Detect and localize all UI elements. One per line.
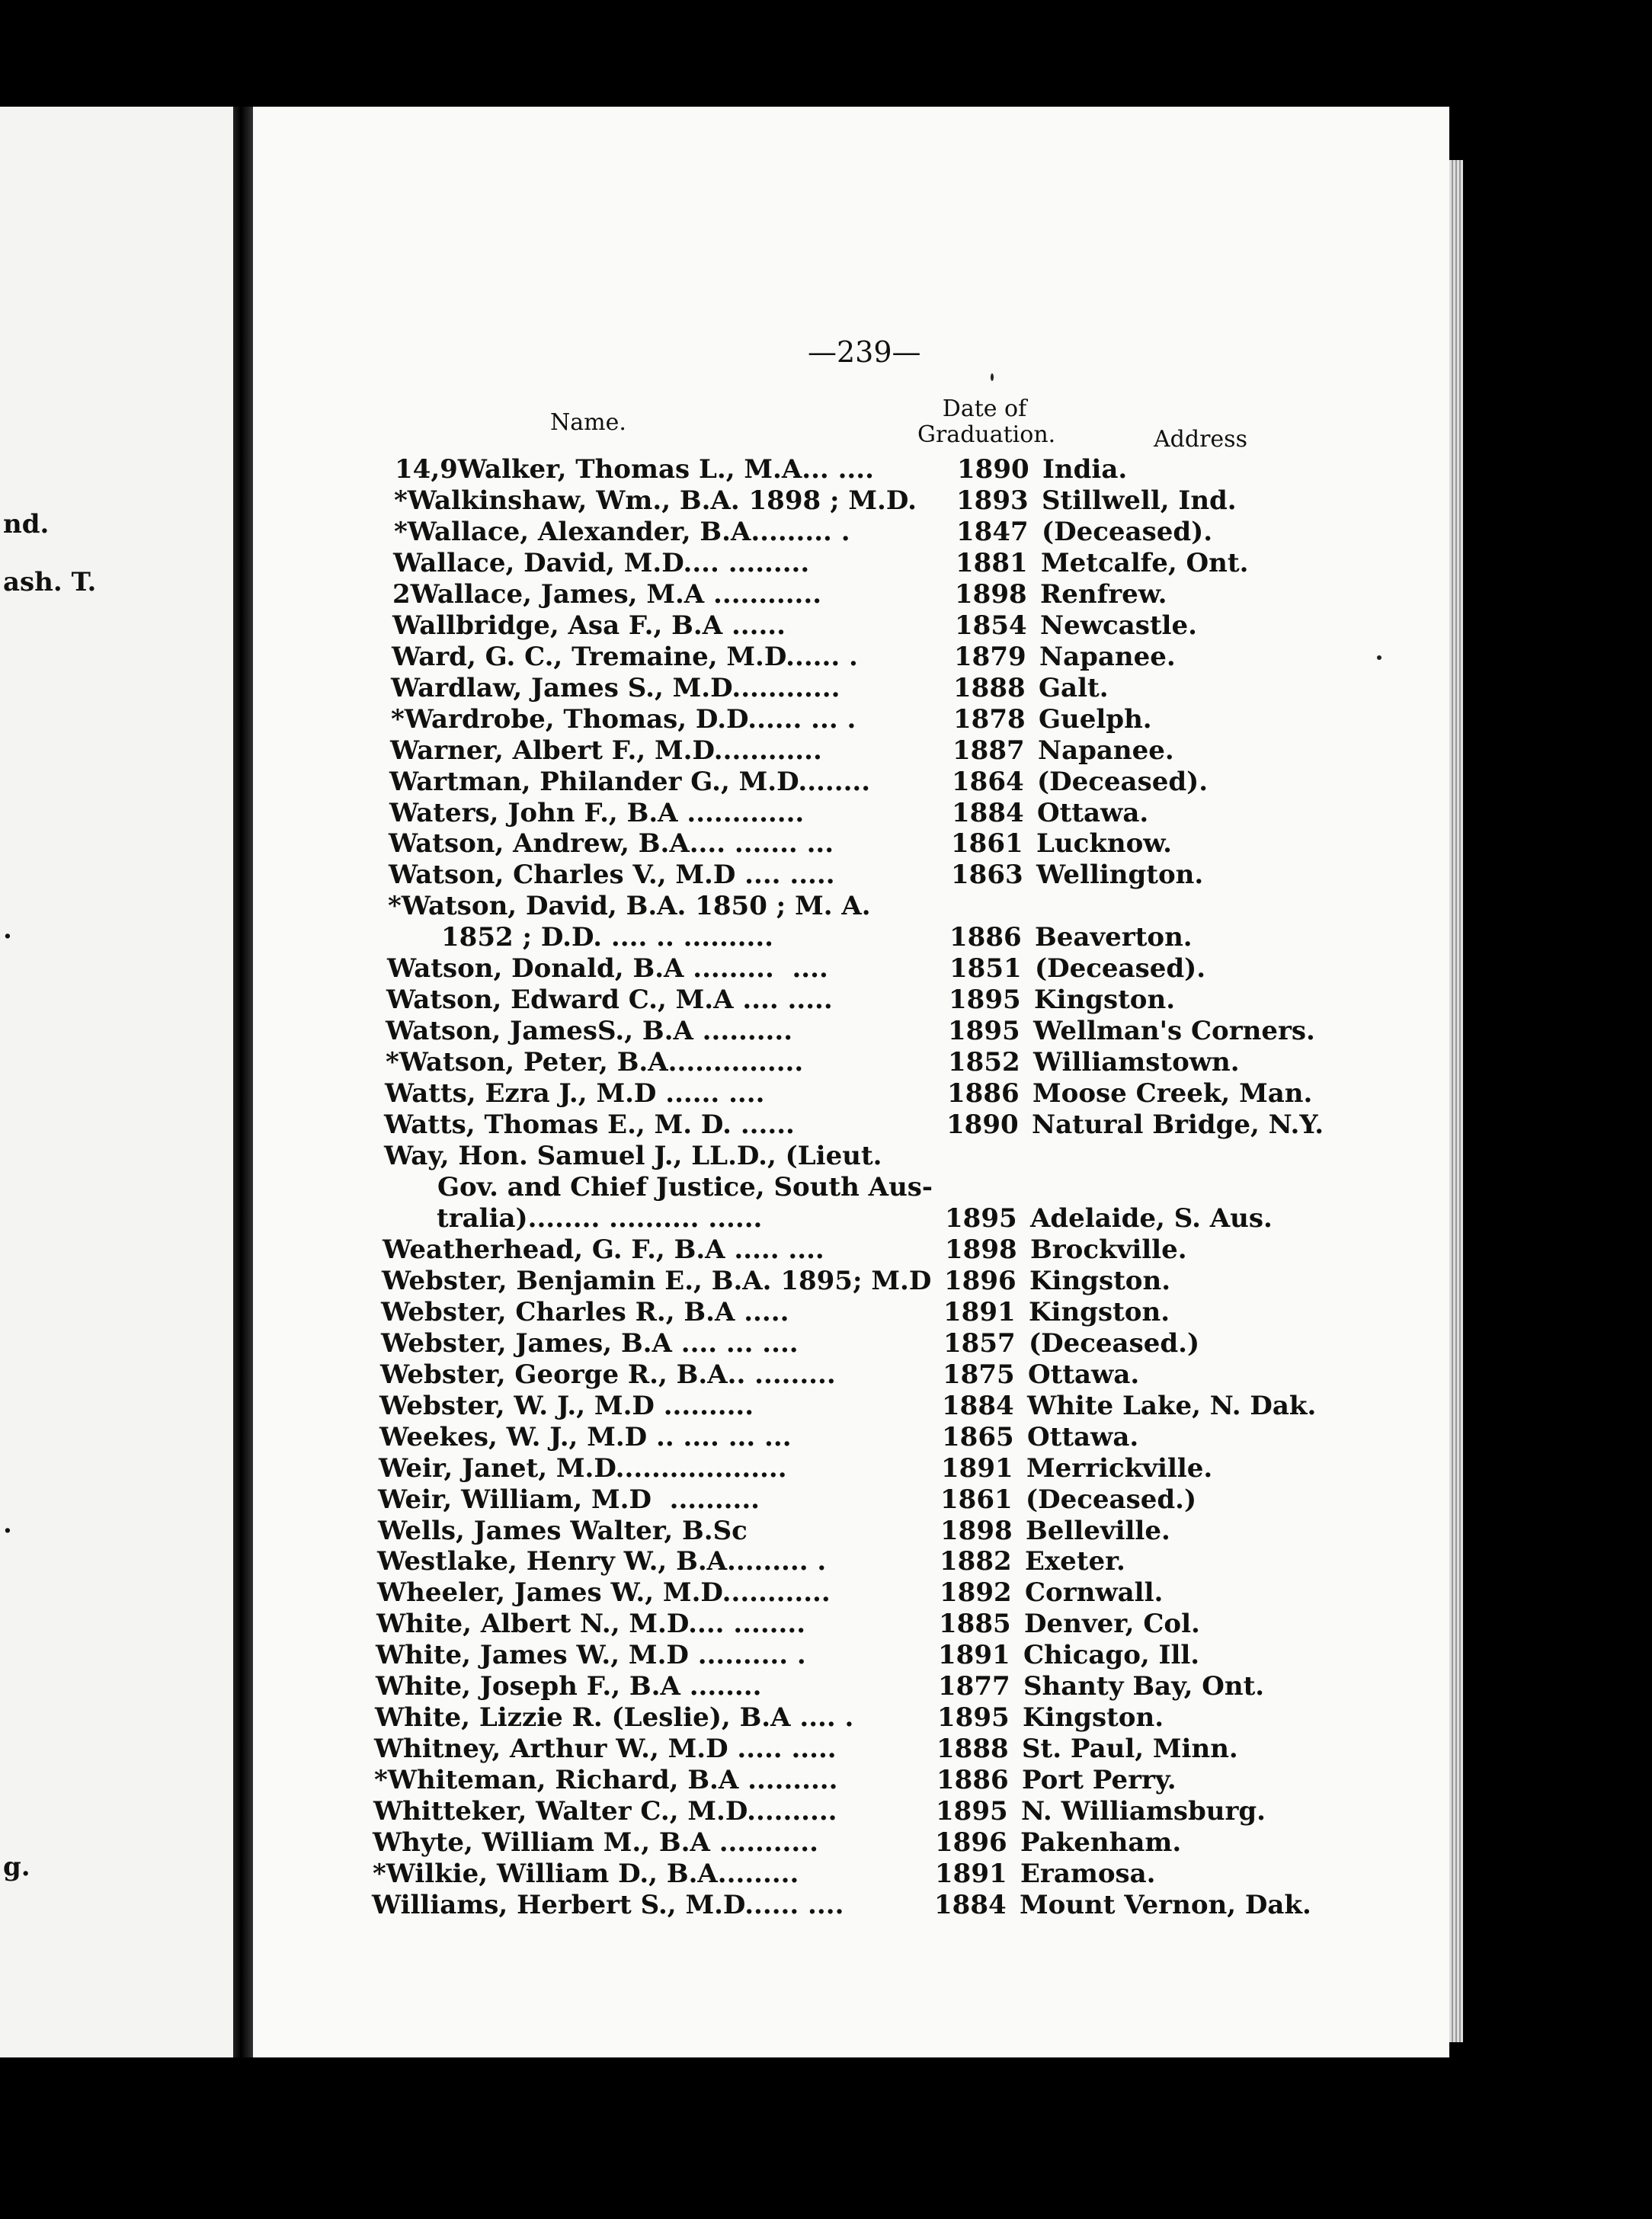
list-item — [386, 1047, 1323, 1077]
list-item — [378, 1516, 1315, 1546]
list-item — [376, 1609, 1314, 1639]
ink-speck — [1377, 655, 1381, 660]
list-item — [372, 1890, 1309, 1920]
graduate-address: Cornwall. — [1025, 1577, 1164, 1609]
column-header-address: Address — [1154, 426, 1247, 453]
graduate-address: Galt. — [1039, 672, 1109, 703]
graduate-address: Kingston. — [1023, 1702, 1164, 1734]
graduate-name: *Walkinshaw, Wm., B.A. 1898 ; M.D. — [394, 485, 917, 516]
graduate-address: Adelaide, S. Aus. — [1030, 1202, 1273, 1234]
graduate-address: (Deceased.) — [1026, 1484, 1197, 1515]
graduate-name: Wallbridge, Asa F., B.A ...... — [392, 610, 786, 641]
graduation-year: 1863 — [951, 860, 1023, 891]
graduate-name: White, Lizzie R. (Leslie), B.A .... . — [375, 1702, 854, 1734]
graduate-name: Whyte, William M., B.A ........... — [373, 1827, 818, 1859]
list-item — [395, 454, 1332, 485]
graduation-year: 1895 — [948, 1016, 1020, 1047]
graduation-year: 1887 — [952, 735, 1025, 766]
graduation-year: 1851 — [949, 953, 1022, 985]
graduation-year: 1890 — [946, 1110, 1019, 1141]
list-item — [383, 1172, 1321, 1202]
graduate-address: Brockville. — [1030, 1234, 1187, 1265]
graduation-year: 1891 — [943, 1296, 1016, 1327]
list-item — [389, 767, 1327, 797]
list-item — [384, 1110, 1324, 1141]
graduate-name: 1852 ; D.D. .... .. .......... — [387, 922, 773, 953]
graduate-name: Webster, Charles R., B.A ..... — [381, 1296, 789, 1327]
graduate-address: Lucknow. — [1036, 828, 1172, 860]
list-item — [379, 1453, 1316, 1484]
graduate-address: Eramosa. — [1020, 1859, 1156, 1890]
graduate-address: Moose Creek, Man. — [1032, 1078, 1313, 1110]
list-item — [392, 579, 1330, 610]
graduate-address: Wellman's Corners. — [1033, 1016, 1315, 1047]
graduate-address: Shanty Bay, Ont. — [1023, 1671, 1265, 1702]
graduation-year: 1879 — [954, 641, 1026, 672]
graduate-name: *Whiteman, Richard, B.A .......... — [374, 1765, 838, 1796]
graduate-name: Warner, Albert F., M.D............ — [390, 735, 822, 766]
graduate-address: Williamstown. — [1033, 1047, 1240, 1078]
graduation-year: 1891 — [935, 1859, 1007, 1890]
list-item — [373, 1859, 1310, 1889]
previous-page-fragment: ash. T. — [3, 567, 97, 597]
graduate-name: Watson, Edward C., M.A .... ..... — [386, 985, 833, 1016]
graduate-name: Watson, Charles V., M.D .... ..... — [389, 860, 835, 891]
graduate-address: Newcastle. — [1040, 610, 1197, 641]
list-item — [389, 860, 1326, 890]
graduate-name: *Watson, Peter, B.A............... — [386, 1047, 804, 1078]
list-item — [374, 1734, 1311, 1764]
graduate-address: Natural Bridge, N.Y. — [1032, 1110, 1324, 1141]
list-item — [378, 1484, 1315, 1515]
previous-page-fragment: . — [3, 914, 12, 945]
graduation-year: 1891 — [938, 1640, 1010, 1671]
ink-speck — [991, 373, 994, 381]
graduation-year: 1875 — [943, 1359, 1015, 1390]
graduation-year: 1884 — [952, 797, 1024, 828]
list-item — [373, 1796, 1311, 1827]
list-item — [394, 517, 1331, 547]
graduate-name: *Wilkie, William D., B.A......... — [373, 1859, 799, 1890]
list-item — [387, 953, 1324, 984]
list-item — [379, 1391, 1317, 1421]
graduate-name: White, Albert N., M.D.... ........ — [376, 1609, 806, 1640]
graduate-name: Gov. and Chief Justice, South Aus- — [383, 1172, 933, 1202]
graduate-address: St. Paul, Minn. — [1022, 1734, 1238, 1765]
graduate-address: Mount Vernon, Dak. — [1020, 1890, 1311, 1920]
graduate-address: India. — [1042, 454, 1128, 485]
previous-page — [0, 107, 233, 2057]
graduation-year: 1878 — [953, 703, 1026, 735]
graduation-year: 1877 — [938, 1671, 1010, 1702]
graduate-address: Exeter. — [1025, 1546, 1125, 1577]
graduate-address: Chicago, Ill. — [1023, 1640, 1200, 1671]
graduate-address: Metcalfe, Ont. — [1041, 547, 1249, 578]
graduate-name: Weatherhead, G. F., B.A ..... .... — [383, 1234, 824, 1265]
graduate-address: Belleville. — [1026, 1515, 1170, 1546]
list-item — [383, 1203, 1320, 1234]
graduate-name: Wheeler, James W., M.D............ — [377, 1577, 831, 1609]
graduate-name: *Wardrobe, Thomas, D.D...... ... . — [391, 703, 856, 735]
list-item — [375, 1702, 1312, 1733]
graduate-address: Ottawa. — [1037, 797, 1149, 828]
list-item — [386, 1016, 1323, 1046]
graduation-year: 1892 — [940, 1577, 1012, 1609]
list-item — [384, 1141, 1321, 1171]
graduate-name: Watts, Ezra J., M.D ...... .... — [385, 1078, 765, 1110]
graduate-name: 2Wallace, James, M.A ............ — [392, 578, 822, 610]
graduation-year: 1893 — [956, 485, 1029, 516]
list-item — [392, 642, 1329, 672]
graduation-year: 1847 — [956, 516, 1029, 547]
graduate-name: Westlake, Henry W., B.A......... . — [377, 1546, 827, 1577]
list-item — [389, 798, 1327, 828]
graduate-name: Waters, John F., B.A ............. — [389, 797, 805, 828]
previous-page-fragment: nd. — [3, 509, 50, 540]
graduate-address: Port Perry. — [1022, 1765, 1177, 1796]
graduate-address: Napanee. — [1038, 735, 1174, 766]
graduate-name: Way, Hon. Samuel J., LL.D., (Lieut. — [384, 1141, 882, 1172]
graduation-year: 1884 — [934, 1890, 1007, 1920]
graduate-address: Napanee. — [1039, 641, 1176, 672]
graduation-year: 1890 — [957, 454, 1029, 485]
list-item — [387, 922, 1324, 953]
graduation-year: 1881 — [956, 547, 1028, 578]
list-item — [385, 1078, 1322, 1109]
list-item — [379, 1422, 1317, 1452]
list-item — [383, 1234, 1320, 1265]
graduate-address: Stillwell, Ind. — [1042, 485, 1237, 516]
graduate-address: Beaverton. — [1035, 922, 1193, 953]
graduate-address: Renfrew. — [1040, 578, 1167, 610]
graduate-name: *Watson, David, B.A. 1850 ; M. A. — [388, 891, 871, 922]
column-header-date: Date of Graduation. — [917, 395, 1056, 448]
graduate-address: Wellington. — [1036, 860, 1204, 891]
graduate-address: N. Williamsburg. — [1021, 1796, 1266, 1827]
list-item — [377, 1577, 1314, 1608]
graduate-address: Kingston. — [1034, 985, 1176, 1016]
graduation-year: 1896 — [935, 1827, 1007, 1859]
graduate-name: Watts, Thomas E., M. D. ...... — [384, 1110, 795, 1141]
list-item — [391, 673, 1328, 703]
graduate-name: Whitteker, Walter C., M.D.......... — [373, 1796, 837, 1827]
graduate-name: Watson, JamesS., B.A .......... — [386, 1016, 793, 1047]
column-header-name: Name. — [550, 409, 626, 436]
graduate-address: Kingston. — [1029, 1265, 1171, 1296]
list-item — [390, 735, 1327, 766]
graduate-name: Webster, Benjamin E., B.A. 1895; M.D — [382, 1265, 932, 1296]
graduate-name: Watson, Donald, B.A ......... .... — [387, 953, 828, 985]
graduation-year: 1857 — [943, 1327, 1016, 1359]
graduation-year: 1864 — [952, 766, 1024, 797]
graduation-year: 1852 — [948, 1047, 1020, 1078]
graduate-address: Merrickville. — [1026, 1452, 1213, 1484]
graduate-name: Weir, Janet, M.D................... — [379, 1452, 787, 1484]
graduation-year: 1896 — [944, 1265, 1016, 1296]
list-item — [382, 1266, 1319, 1296]
graduate-address: (Deceased). — [1042, 516, 1213, 547]
graduation-year: 1886 — [949, 922, 1022, 953]
graduate-address: (Deceased). — [1037, 766, 1209, 797]
graduate-name: Williams, Herbert S., M.D...... .... — [372, 1890, 844, 1920]
graduate-address: Kingston. — [1029, 1296, 1170, 1327]
graduation-year: 1898 — [940, 1515, 1013, 1546]
graduate-name: White, James W., M.D .......... . — [376, 1640, 806, 1671]
graduation-year: 1884 — [942, 1390, 1014, 1421]
graduation-year: 1891 — [941, 1452, 1013, 1484]
list-item — [381, 1328, 1318, 1359]
graduate-name: tralia)........ .......... ...... — [383, 1202, 763, 1234]
graduate-name: Ward, G. C., Tremaine, M.D...... . — [392, 641, 858, 672]
list-item — [389, 828, 1326, 859]
list-item — [377, 1546, 1314, 1577]
graduate-address: (Deceased.) — [1029, 1327, 1200, 1359]
graduate-name: Watson, Andrew, B.A.... ....... ... — [389, 828, 834, 860]
graduation-year: 1854 — [955, 610, 1027, 641]
graduate-address: (Deceased). — [1035, 953, 1206, 985]
graduate-address: Ottawa. — [1028, 1359, 1140, 1390]
graduation-year: 1898 — [955, 578, 1027, 610]
list-item — [380, 1359, 1317, 1390]
graduation-year: 1886 — [947, 1078, 1020, 1110]
graduate-address: White Lake, N. Dak. — [1027, 1390, 1317, 1421]
list-item — [388, 891, 1325, 921]
graduate-address: Denver, Col. — [1024, 1609, 1200, 1640]
graduation-year: 1895 — [936, 1796, 1008, 1827]
graduation-year: 1888 — [953, 672, 1026, 703]
graduation-year: 1888 — [936, 1734, 1009, 1765]
graduation-year: 1886 — [936, 1765, 1009, 1796]
graduate-address: Pakenham. — [1020, 1827, 1182, 1859]
page-number: —239— — [808, 335, 921, 369]
list-item — [381, 1297, 1318, 1327]
list-item — [392, 610, 1330, 641]
list-item — [391, 704, 1328, 735]
graduation-year: 1885 — [939, 1609, 1011, 1640]
graduate-name: Webster, George R., B.A.. ......... — [380, 1359, 836, 1390]
list-item — [376, 1640, 1313, 1670]
page-edge — [1449, 160, 1463, 2042]
graduate-address: Ottawa. — [1027, 1421, 1139, 1452]
graduation-year: 1895 — [945, 1202, 1017, 1234]
graduate-name: Wells, James Walter, B.Sc — [378, 1515, 748, 1546]
graduate-address: Guelph. — [1039, 703, 1152, 735]
graduate-name: Webster, James, B.A .... ... .... — [381, 1327, 799, 1359]
graduate-name: White, Joseph F., B.A ........ — [376, 1671, 762, 1702]
graduation-year: 1882 — [940, 1546, 1012, 1577]
graduate-name: 14,9Walker, Thomas L., M.A... .... — [395, 454, 874, 485]
list-item — [394, 485, 1331, 516]
graduate-name: Wallace, David, M.D.... ......... — [393, 547, 810, 578]
list-item — [393, 548, 1330, 578]
book-gutter — [233, 107, 253, 2057]
graduate-name: Wardlaw, James S., M.D............ — [391, 672, 840, 703]
previous-page-fragment: . — [3, 1509, 12, 1539]
list-item — [386, 985, 1324, 1015]
graduation-year: 1861 — [940, 1484, 1013, 1515]
graduation-year: 1898 — [945, 1234, 1017, 1265]
graduation-year: 1895 — [937, 1702, 1010, 1734]
graduate-name: Webster, W. J., M.D .......... — [379, 1390, 754, 1421]
list-item — [373, 1827, 1310, 1858]
graduate-name: *Wallace, Alexander, B.A......... . — [394, 516, 850, 547]
graduation-year: 1865 — [942, 1421, 1014, 1452]
list-item — [374, 1765, 1311, 1795]
list-item — [376, 1671, 1313, 1702]
previous-page-fragment: g. — [3, 1852, 30, 1882]
graduation-year: 1895 — [949, 985, 1021, 1016]
graduate-name: Whitney, Arthur W., M.D ..... ..... — [374, 1734, 837, 1765]
graduate-name: Weir, William, M.D .......... — [378, 1484, 760, 1515]
graduation-year: 1861 — [951, 828, 1023, 860]
graduate-name: Weekes, W. J., M.D .. .... ... ... — [379, 1421, 792, 1452]
graduate-name: Wartman, Philander G., M.D........ — [389, 766, 871, 797]
